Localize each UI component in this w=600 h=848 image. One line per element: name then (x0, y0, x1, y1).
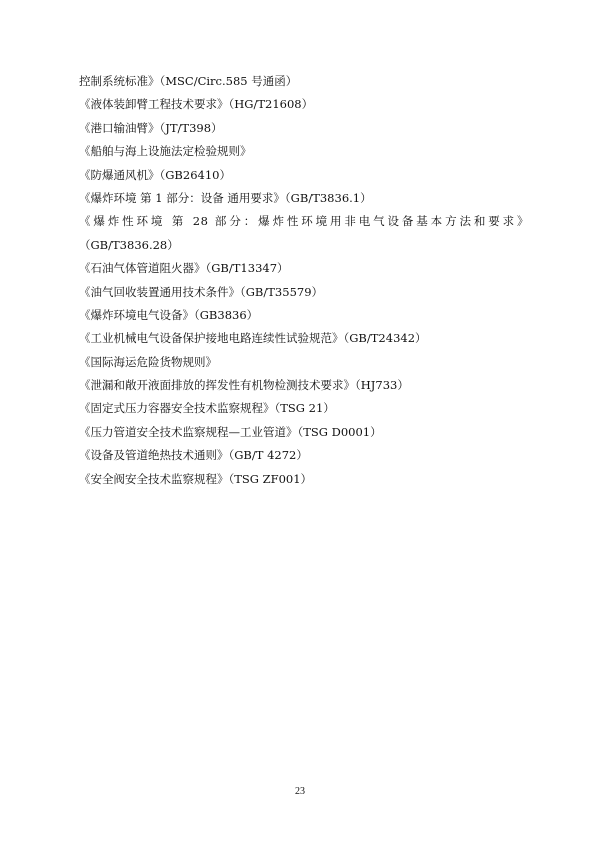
reference-item: 《油气回收装置通用技术条件》（GB/T35579） (79, 284, 324, 299)
reference-item: 《爆炸环境 第 1 部分：设备 通用要求》（GB/T3836.1） (79, 190, 372, 205)
reference-item: 《石油气体管道阻火器》（GB/T13347） (79, 261, 289, 276)
reference-item: 《国际海运危险货物规则》 (79, 354, 217, 369)
reference-item: 《安全阀安全技术监察规程》（TSG ZF001） (79, 471, 313, 486)
reference-item: 《工业机械电气设备保护接地电路连续性试验规范》（GB/T24342） (79, 331, 427, 346)
reference-item: 《爆炸环境电气设备》（GB3836） (79, 307, 259, 322)
reference-item: 《设备及管道绝热技术通则》（GB/T 4272） (79, 448, 308, 463)
reference-item: 《固定式压力容器安全技术监察规程》（TSG 21） (79, 401, 335, 416)
reference-item: 《泄漏和敞开液面排放的挥发性有机物检测技术要求》（HJ733） (79, 378, 409, 393)
reference-list (79, 70, 529, 491)
reference-item: 《防爆通风机》（GB26410） (79, 167, 231, 182)
reference-item: 《爆炸性环境 第 28 部分：爆炸性环境用非电气设备基本方法和要求》 (79, 214, 529, 229)
reference-item: 《压力管道安全技术监察规程—工业管道》（TSG D0001） (79, 424, 382, 439)
reference-item-continuation: （GB/T3836.28） (79, 237, 179, 252)
reference-item: 《液体装卸臂工程技术要求》（HG/T21608） (79, 97, 314, 112)
reference-item: 《港口输油臂》（JT/T398） (79, 120, 223, 135)
page-number: 23 (295, 786, 305, 797)
reference-item: 《船舶与海上设施法定检验规则》 (79, 144, 252, 159)
reference-item: 控制系统标准》（MSC/Circ.585 号通函） (79, 74, 298, 88)
